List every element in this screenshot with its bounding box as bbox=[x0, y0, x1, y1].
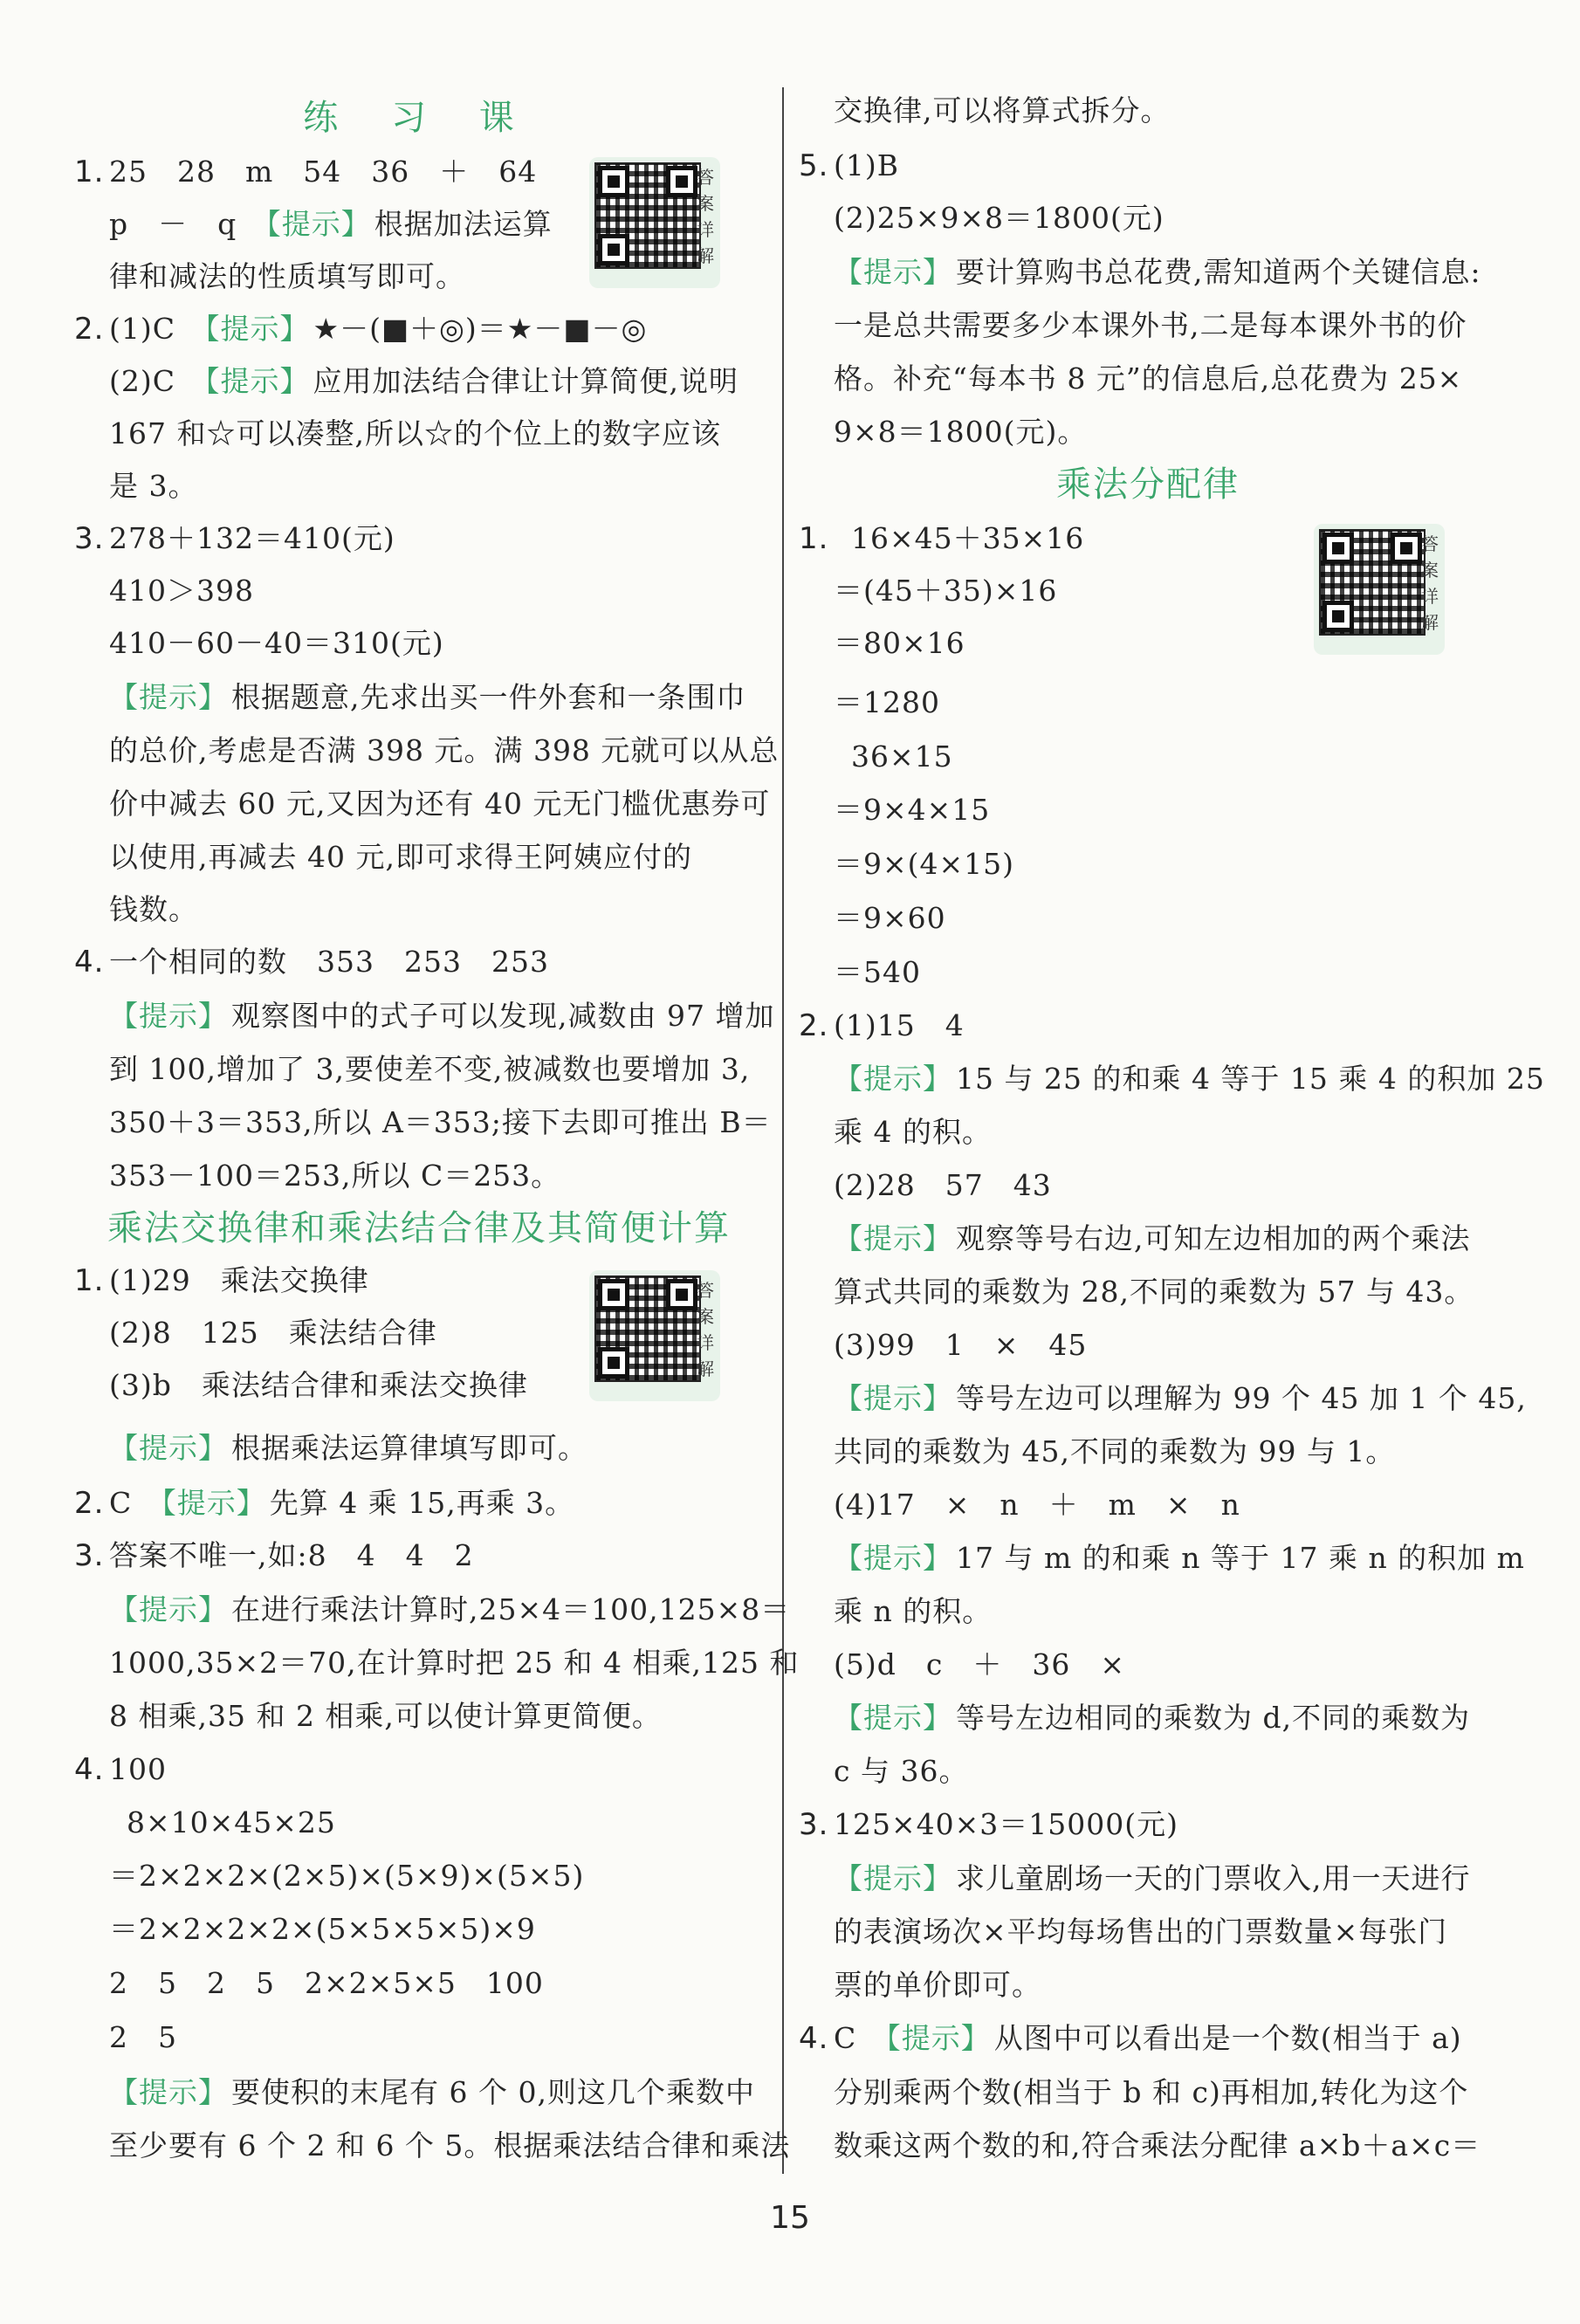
q1-line3: 律和减法的性质填写即可。 bbox=[109, 259, 465, 293]
m1-line3: (3)b 乘法结合律和乘法交换律 bbox=[109, 1368, 528, 1402]
d1-line2: ＝(45＋35)×16 bbox=[834, 574, 1058, 608]
r5-hint4: 9×8＝1800(元)。 bbox=[834, 415, 1088, 449]
qr-label: 答案详解 bbox=[697, 1280, 714, 1379]
qr-code-3[interactable] bbox=[1314, 524, 1445, 655]
q4-hint2: 到 100,增加了 3,要使差不变,被减数也要增加 3, bbox=[109, 1052, 751, 1086]
d1-line4: ＝1280 bbox=[834, 685, 940, 719]
r5-line2: (2)25×9×8＝1800(元) bbox=[834, 201, 1164, 235]
d3-hint3: 票的单价即可。 bbox=[834, 1968, 1041, 2002]
section-title-distributive: 乘法分配律 bbox=[1056, 464, 1240, 505]
d4-line1: 4. C 【提示】 从图中可以看出是一个数(相当于 a) bbox=[799, 2021, 1462, 2056]
d1-line3: ＝80×16 bbox=[834, 626, 965, 660]
q3-hint5: 钱数。 bbox=[109, 892, 198, 926]
qr-label: 答案详解 bbox=[697, 167, 714, 266]
m4-line5: 2 5 2 5 2×2×5×5 100 bbox=[109, 1966, 544, 2000]
q3-hint3: 价中减去 60 元,又因为还有 40 元无门槛优惠券可 bbox=[109, 787, 771, 821]
q3-hint2: 的总价,考虑是否满 398 元。满 398 元就可以从总 bbox=[109, 733, 780, 767]
m4-line3: ＝2×2×2×(2×5)×(5×9)×(5×5) bbox=[109, 1859, 585, 1893]
section-title-multiplication: 乘法交换律和乘法结合律及其简便计算 bbox=[107, 1208, 731, 1248]
d1-line6: ＝9×4×15 bbox=[834, 793, 991, 827]
q4-hint4: 353－100＝253,所以 C＝253。 bbox=[109, 1159, 561, 1193]
q4-hint1: 【提示】 观察图中的式子可以发现,减数由 97 增加 bbox=[109, 999, 775, 1033]
m4-line6: 2 5 bbox=[109, 2020, 177, 2054]
d2-line5: (5)d c ＋ 36 × bbox=[834, 1647, 1125, 1681]
d2-hint4b: 乘 n 的积。 bbox=[834, 1594, 993, 1628]
d1-line8: ＝9×60 bbox=[834, 901, 946, 935]
q3-line1: 3. 278＋132＝410(元) bbox=[74, 521, 395, 556]
d3-line1: 3. 125×40×3＝15000(元) bbox=[799, 1807, 1179, 1842]
m3-hint2: 1000,35×2＝70,在计算时把 25 和 4 相乘,125 和 bbox=[109, 1646, 800, 1680]
d2-line4: (4)17 × n ＋ m × n bbox=[834, 1488, 1240, 1522]
m1-line1: 1. (1)29 乘法交换律 bbox=[74, 1263, 369, 1298]
d4-hint3: 数乘这两个数的和,符合乘法分配律 a×b＋a×c＝ bbox=[834, 2128, 1481, 2162]
q1-line2: p － q 【提示】 根据加法运算 bbox=[109, 207, 553, 241]
d2-hint1b: 乘 4 的积。 bbox=[834, 1115, 992, 1149]
q3-hint4: 以使用,再减去 40 元,即可求得王阿姨应付的 bbox=[109, 840, 692, 874]
r5-line1: 5. (1)B bbox=[799, 148, 899, 183]
d2-hint5b: c 与 36。 bbox=[834, 1754, 969, 1788]
d1-line9: ＝540 bbox=[834, 955, 921, 989]
d3-hint2: 的表演场次×平均每场售出的门票数量×每张门 bbox=[834, 1915, 1448, 1949]
r5-hint1: 【提示】 要计算购书总花费,需知道两个关键信息: bbox=[834, 255, 1481, 289]
q2-line3: 167 和☆可以凑整,所以☆的个位上的数字应该 bbox=[109, 416, 721, 450]
d2-hint3b: 共同的乘数为 45,不同的乘数为 99 与 1。 bbox=[834, 1434, 1396, 1468]
qr-code-2[interactable] bbox=[589, 1270, 720, 1401]
q4-line1: 4. 一个相同的数 353 253 253 bbox=[74, 945, 549, 980]
q3-hint1: 【提示】 根据题意,先求出买一件外套和一条围巾 bbox=[109, 680, 746, 714]
d2-hint2b: 算式共同的乘数为 28,不同的乘数为 57 与 43。 bbox=[834, 1275, 1474, 1309]
r-continuation: 交换律,可以将算式拆分。 bbox=[834, 93, 1171, 127]
q1-line1: 1. 25 28 m 54 36 ＋ 64 bbox=[74, 155, 538, 189]
m2-line: 2. C 【提示】 先算 4 乘 15,再乘 3。 bbox=[74, 1486, 575, 1521]
d2-hint4: 【提示】 17 与 m 的和乘 n 等于 17 乘 n 的积加 m bbox=[834, 1541, 1525, 1575]
q3-line3: 410－60－40＝310(元) bbox=[109, 626, 444, 660]
r5-hint2: 一是总共需要多少本课外书,二是每本课外书的价 bbox=[834, 308, 1467, 342]
m4-line2: 8×10×45×25 bbox=[127, 1805, 336, 1839]
d2-hint3: 【提示】 等号左边可以理解为 99 个 45 加 1 个 45, bbox=[834, 1381, 1527, 1415]
d2-hint5: 【提示】 等号左边相同的乘数为 d,不同的乘数为 bbox=[834, 1701, 1471, 1735]
d2-hint2: 【提示】 观察等号右边,可知左边相加的两个乘法 bbox=[834, 1221, 1471, 1255]
d2-line2: (2)28 57 43 bbox=[834, 1168, 1052, 1202]
d2-line3: (3)99 1 × 45 bbox=[834, 1328, 1088, 1362]
m4-line1: 4. 100 bbox=[74, 1752, 167, 1787]
qr-label: 答案详解 bbox=[1421, 533, 1439, 633]
d2-hint1: 【提示】 15 与 25 的和乘 4 等于 15 乘 4 的积加 25 bbox=[834, 1062, 1545, 1096]
qr-code-1[interactable] bbox=[589, 157, 720, 288]
r5-hint3: 格。补充“每本书 8 元”的信息后,总花费为 25× bbox=[834, 361, 1463, 395]
q2-line4: 是 3。 bbox=[109, 469, 198, 503]
qr-pattern bbox=[594, 1275, 701, 1382]
d4-hint2: 分别乘两个数(相当于 b 和 c)再相加,转化为这个 bbox=[834, 2075, 1469, 2109]
q2-line2: (2)C 【提示】 应用加法结合律让计算简便,说明 bbox=[109, 364, 738, 398]
m4-hint1: 【提示】 要使积的末尾有 6 个 0,则这几个乘数中 bbox=[109, 2075, 755, 2109]
m3-hint1: 【提示】 在进行乘法计算时,25×4＝100,125×8＝ bbox=[109, 1592, 791, 1626]
qr-pattern bbox=[1319, 529, 1425, 636]
m1-hint: 【提示】 根据乘法运算律填写即可。 bbox=[109, 1431, 587, 1465]
m3-hint3: 8 相乘,35 和 2 相乘,可以使计算更简便。 bbox=[109, 1699, 662, 1733]
d2-line1: 2. (1)15 4 bbox=[799, 1008, 965, 1043]
d3-hint1: 【提示】 求儿童剧场一天的门票收入,用一天进行 bbox=[834, 1861, 1471, 1895]
m1-line2: (2)8 125 乘法结合律 bbox=[109, 1316, 437, 1350]
m4-hint2: 至少要有 6 个 2 和 6 个 5。根据乘法结合律和乘法 bbox=[109, 2128, 791, 2162]
q3-line2: 410＞398 bbox=[109, 574, 254, 608]
d1-line7: ＝9×(4×15) bbox=[834, 847, 1015, 881]
m3-line1: 3. 答案不唯一,如:8 4 4 2 bbox=[74, 1538, 474, 1573]
m4-line4: ＝2×2×2×2×(5×5×5×5)×9 bbox=[109, 1912, 536, 1946]
q2-line1: 2. (1)C 【提示】 ★－(■＋◎)＝★－■－◎ bbox=[74, 312, 648, 347]
d1-line5: 36×15 bbox=[851, 739, 953, 774]
section-title-practice: 练 习 课 bbox=[303, 98, 535, 138]
d1-line1: 1. 16×45＋35×16 bbox=[799, 521, 1085, 556]
q4-hint3: 350＋3＝353,所以 A＝353;接下去即可推出 B＝ bbox=[109, 1105, 772, 1139]
page-number: 15 bbox=[770, 2200, 810, 2236]
column-divider bbox=[782, 87, 784, 2174]
qr-pattern bbox=[594, 162, 701, 269]
